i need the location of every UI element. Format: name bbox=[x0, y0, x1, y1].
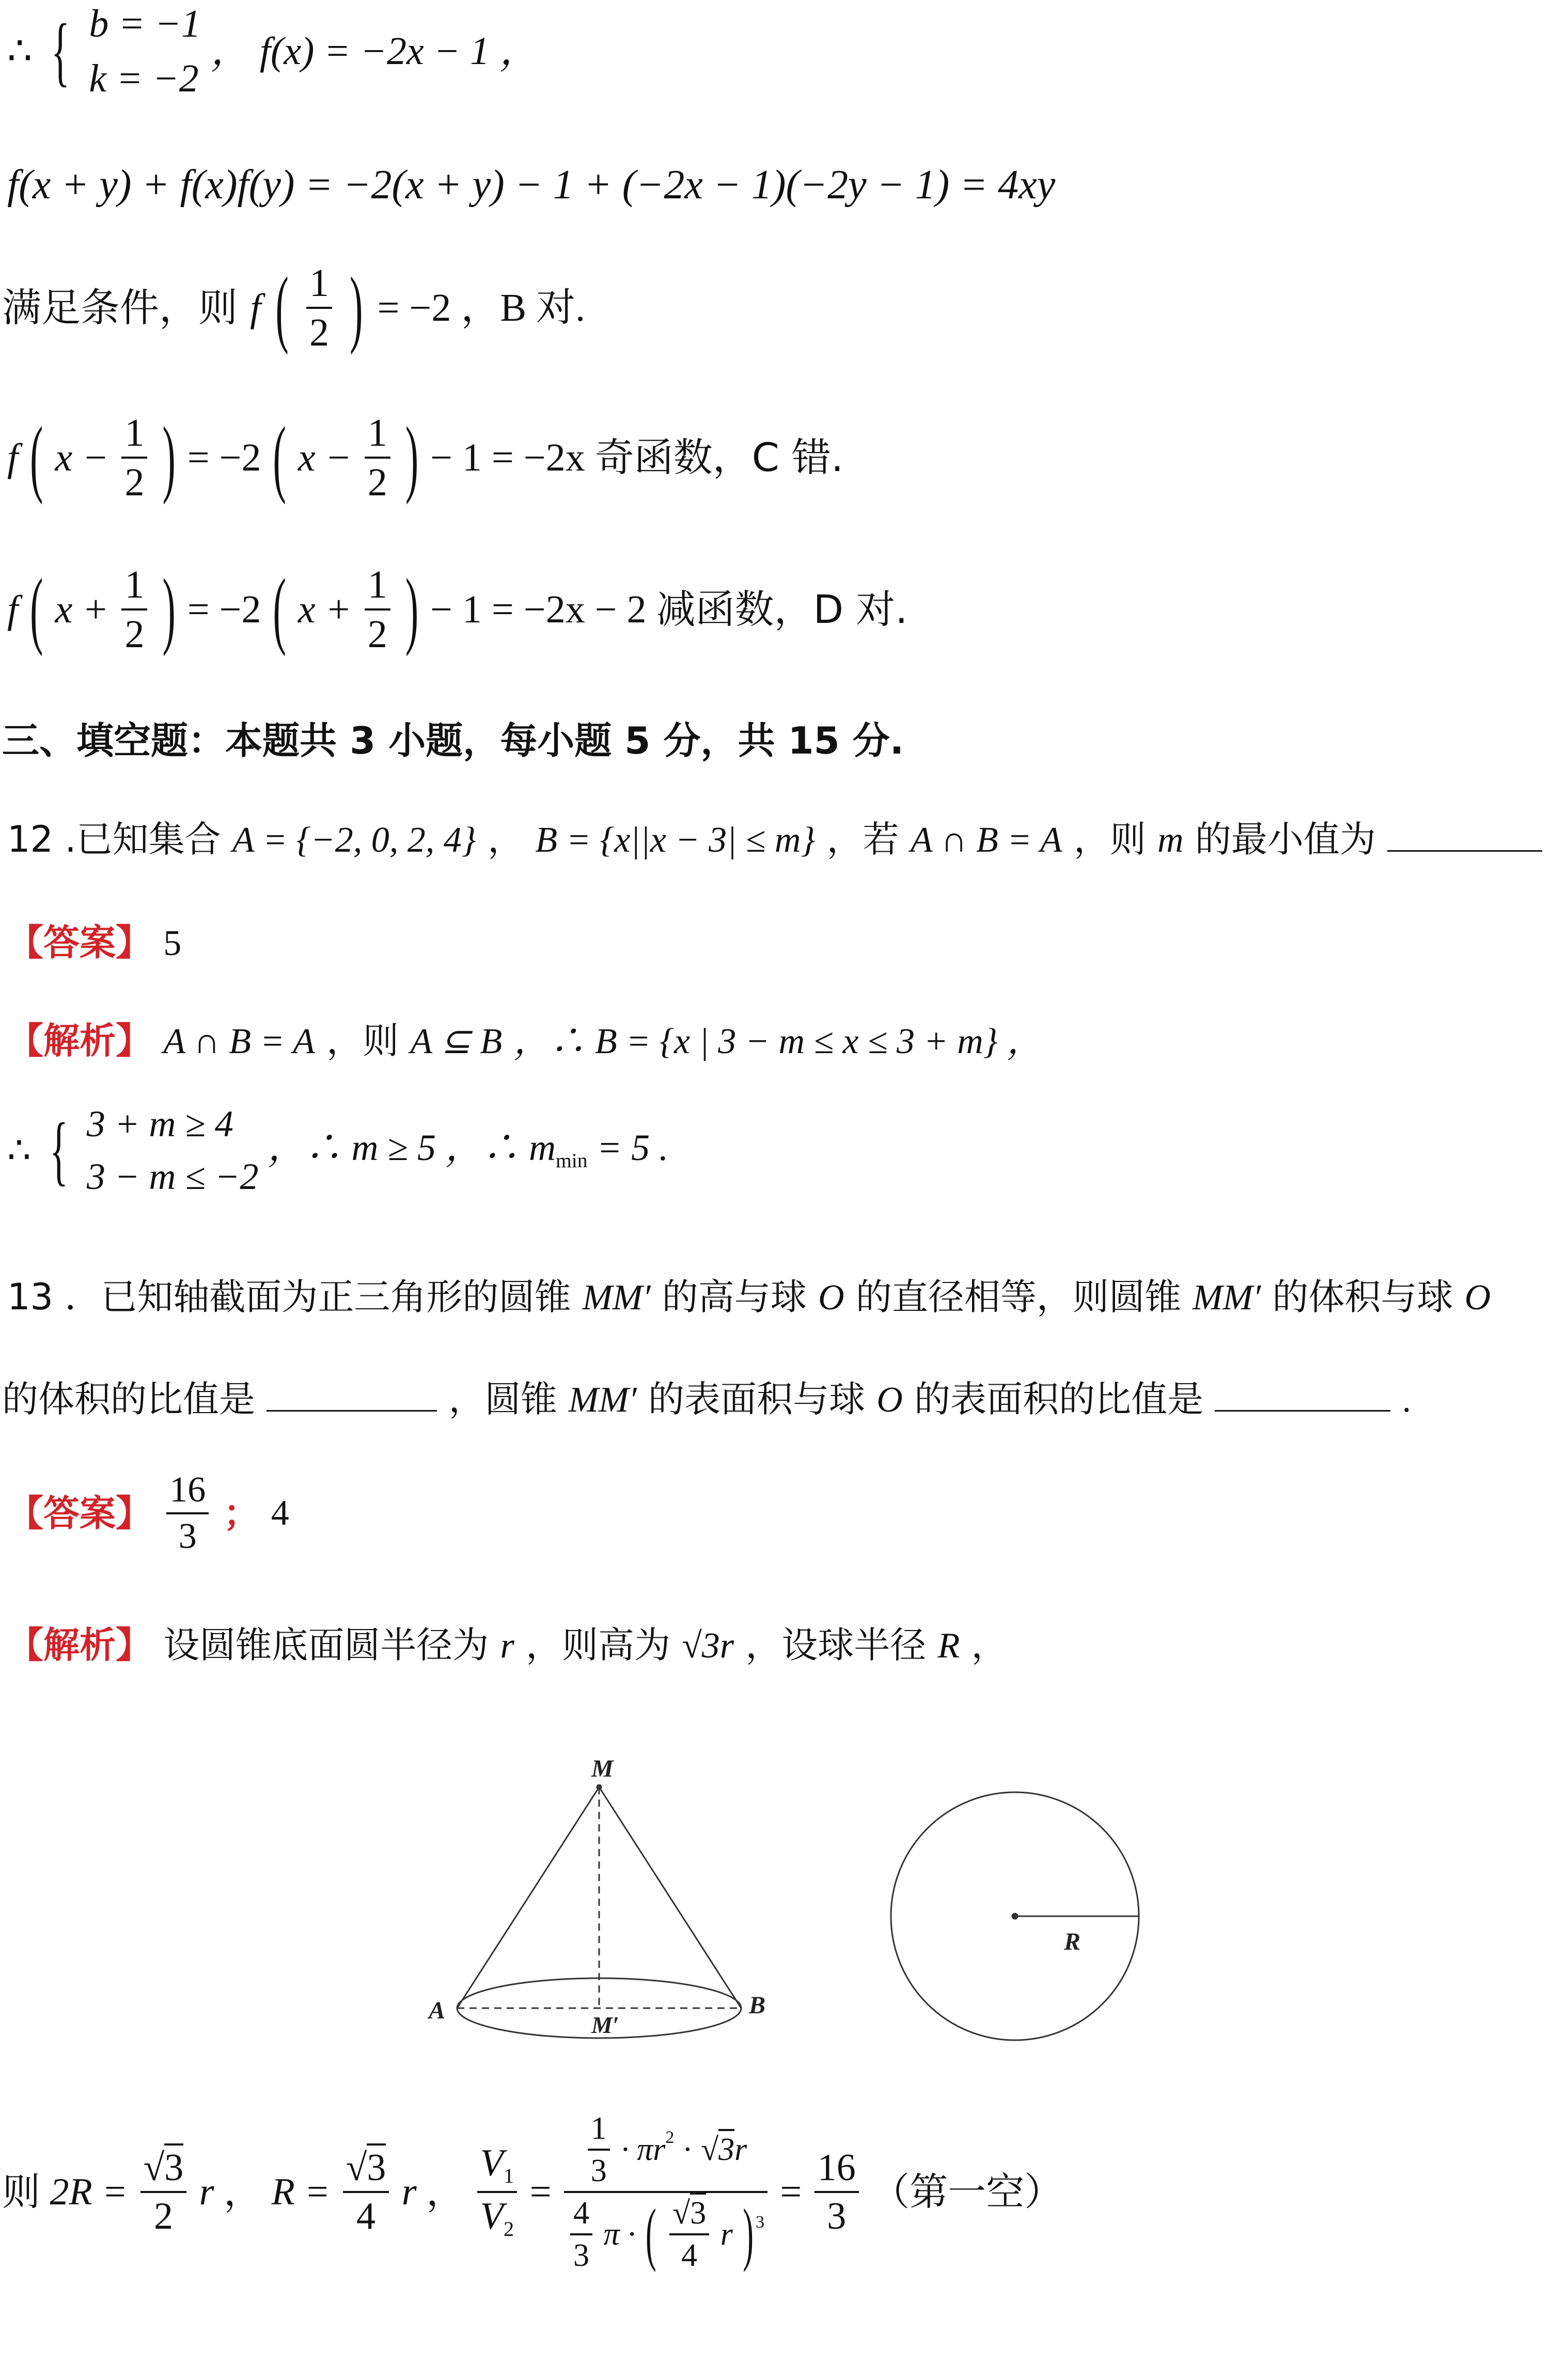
step5-inner2: x + bbox=[297, 588, 352, 631]
frac-v1-over-v2 bbox=[477, 2144, 518, 2240]
brace-eq-1: b = −1 bbox=[89, 2, 201, 45]
q12-answer: 5 bbox=[163, 923, 182, 963]
min-subscript: min bbox=[556, 1149, 588, 1172]
step4-f: f bbox=[7, 436, 19, 479]
final-sep2: ， bbox=[426, 2170, 465, 2214]
section-heading: 三、填空题：本题共 3 小题，每小题 5 分，共 15 分. bbox=[2, 719, 904, 762]
q13-text-1: 13 ．已知轴截面为正三角形的圆锥 bbox=[7, 1276, 571, 1318]
first-blank-note: （第一空） bbox=[871, 2170, 1063, 2214]
left-paren: ( bbox=[646, 2196, 656, 2273]
right-paren: ) bbox=[405, 561, 419, 657]
step5-tail: − 1 = −2x − 2 bbox=[430, 588, 647, 631]
cube-exponent: 3 bbox=[755, 2212, 765, 2232]
label-M: M bbox=[591, 1755, 614, 1782]
step3-line bbox=[2, 260, 586, 356]
frac-sqrt3-over-2 bbox=[140, 2149, 187, 2235]
sqrt-value: 3 bbox=[164, 2143, 183, 2189]
q12-set-a: A = {−2, 0, 2, 4} bbox=[232, 820, 476, 860]
fraction-den: 2 bbox=[124, 613, 145, 656]
q12-text-e: 的最小值为 bbox=[1195, 818, 1376, 860]
analysis-tag: 【解析】 bbox=[7, 1624, 152, 1666]
q12-analysis-d: ，∴ B = {x | 3 − m ≤ x ≤ 3 + m} ， bbox=[513, 1022, 1043, 1061]
fraction-num: 1 bbox=[121, 565, 147, 610]
q13-text-2c: 的表面积与球 bbox=[648, 1378, 865, 1420]
q13-analysis-d: ， bbox=[971, 1624, 1008, 1666]
step1-line bbox=[7, 4, 539, 98]
right-paren: ) bbox=[162, 410, 176, 506]
q12-var: m bbox=[1157, 820, 1184, 860]
q13-text-2e: . bbox=[1402, 1380, 1412, 1420]
step4-line bbox=[7, 410, 844, 506]
brace-symbol: { bbox=[49, 1107, 68, 1193]
q13-o1: O bbox=[818, 1278, 844, 1318]
q12-analysis-line bbox=[7, 1020, 1043, 1062]
fraction-den: 3 bbox=[590, 2153, 607, 2188]
final-r2: r bbox=[401, 2171, 417, 2213]
q13-analysis-b: ，则高为 bbox=[526, 1624, 671, 1666]
q13-text-2d: 的表面积的比值是 bbox=[914, 1378, 1204, 1420]
q13-line1 bbox=[7, 1276, 1491, 1318]
top-square: 2 bbox=[665, 2127, 675, 2147]
final-sep1: ， bbox=[224, 2170, 262, 2214]
result-fraction bbox=[814, 2149, 859, 2235]
fraction-num: 16 bbox=[814, 2149, 859, 2193]
q12-conclusion-tail: = 5 . bbox=[587, 1127, 669, 1169]
fraction-den: 2 bbox=[367, 461, 387, 504]
step1-result: ， f(x) = −2x − 1 ， bbox=[210, 29, 539, 73]
right-paren: ) bbox=[405, 410, 419, 506]
sqrt-sign: √ bbox=[682, 1626, 702, 1666]
q12-analysis-a: A ∩ B = A bbox=[163, 1022, 315, 1061]
fraction-den: 4 bbox=[356, 2195, 376, 2237]
fraction-num: 1 bbox=[365, 413, 390, 459]
fraction-num: √3 bbox=[669, 2197, 709, 2235]
q13-line2 bbox=[2, 1379, 1411, 1418]
sqrt-value: 3 bbox=[690, 2193, 706, 2231]
fraction-den bbox=[477, 2193, 518, 2240]
q13-text-1b: 的高与球 bbox=[662, 1276, 807, 1318]
fraction-den: 2 bbox=[309, 311, 329, 354]
q13-R: R bbox=[937, 1626, 960, 1666]
frac-sqrt3-over-4 bbox=[343, 2149, 389, 2235]
frac-four-thirds bbox=[570, 2197, 592, 2272]
top-sqrt3r: √3r bbox=[701, 2129, 747, 2167]
fraction-half bbox=[121, 413, 147, 502]
step4-mid: = −2 bbox=[187, 436, 261, 479]
step4-tail: − 1 = −2x bbox=[430, 436, 585, 479]
final-eq1: 2R = bbox=[50, 2171, 128, 2213]
fraction-half bbox=[306, 263, 332, 352]
fraction-den bbox=[564, 2193, 767, 2272]
equals-1: = bbox=[529, 2171, 552, 2213]
brace-equations bbox=[89, 4, 201, 98]
fraction-num: 1 bbox=[588, 2112, 610, 2151]
label-R: R bbox=[1064, 1928, 1081, 1955]
fraction-num: 16 bbox=[166, 1472, 209, 1514]
right-paren: ) bbox=[162, 561, 176, 657]
brace-symbol: { bbox=[51, 8, 70, 94]
fraction-half-2 bbox=[365, 413, 390, 502]
fraction-den: 3 bbox=[827, 2195, 847, 2237]
answer-fraction bbox=[166, 1472, 209, 1555]
q12-analysis-c: A ⊆ B bbox=[410, 1022, 503, 1061]
answer-tag: 【答案】 bbox=[7, 1492, 152, 1535]
q13-height bbox=[682, 1626, 734, 1666]
q13-o3: O bbox=[876, 1380, 903, 1420]
q13-answer-line bbox=[7, 1472, 289, 1555]
fraction-num: √3 bbox=[343, 2149, 389, 2193]
fraction-half bbox=[121, 565, 147, 654]
q12-conclusion-text: ，∴ m ≥ 5 ，∴ m bbox=[268, 1127, 556, 1169]
fraction-den: 2 bbox=[367, 613, 387, 656]
step4-inner: x − bbox=[55, 436, 109, 479]
sqrt-value: 3 bbox=[367, 2143, 386, 2189]
fraction-den: 3 bbox=[573, 2238, 589, 2273]
step4-text: 奇函数，C 错. bbox=[594, 434, 844, 480]
left-paren: ( bbox=[273, 561, 286, 657]
brace-eq-2: k = −2 bbox=[89, 57, 199, 100]
sqrt-value: 3 bbox=[718, 2129, 734, 2167]
sphere-center-dot bbox=[1012, 1914, 1017, 1919]
label-A: A bbox=[429, 1997, 446, 2024]
equals-2: = bbox=[780, 2171, 802, 2213]
brace-inequalities bbox=[87, 1105, 259, 1195]
label-M-prime: M′ bbox=[591, 2012, 619, 2038]
v1: V bbox=[480, 2142, 504, 2185]
step3-suffix: = −2 ，B 对. bbox=[377, 286, 586, 330]
q12-set-b: B = {x||x − 3| ≤ m} bbox=[535, 820, 816, 860]
cone-right-edge bbox=[599, 1787, 741, 2008]
final-eq2: R = bbox=[271, 2171, 331, 2213]
volume-ratio-fraction bbox=[564, 2112, 767, 2272]
step3-prefix: 满足条件，则 bbox=[2, 285, 238, 331]
step4-inner2: x − bbox=[297, 436, 352, 479]
q13-text-2a: 的体积的比值是 bbox=[2, 1378, 255, 1420]
final-r1: r bbox=[199, 2171, 214, 2213]
left-paren: ( bbox=[30, 561, 43, 657]
fraction-num: 1 bbox=[306, 263, 332, 309]
q12-text-a: 12 .已知集合 bbox=[7, 818, 221, 860]
top-mid: · πr bbox=[621, 2132, 666, 2167]
frac-one-third bbox=[588, 2112, 610, 2187]
q12-analysis-b: ，则 bbox=[326, 1020, 399, 1062]
right-paren: ) bbox=[350, 260, 363, 356]
fraction-num: √3 bbox=[140, 2149, 187, 2193]
brace-ineq-2: 3 − m ≤ −2 bbox=[86, 1156, 259, 1197]
q13-height-value: 3r bbox=[701, 1626, 734, 1666]
q13-o2: O bbox=[1464, 1278, 1491, 1318]
left-paren: ( bbox=[30, 410, 43, 506]
fraction-num bbox=[477, 2144, 518, 2193]
q13-r: r bbox=[500, 1626, 514, 1666]
fraction-den: 3 bbox=[178, 1516, 197, 1556]
v1-sub: 1 bbox=[503, 2164, 514, 2188]
cone-apex-dot bbox=[597, 1785, 601, 1789]
q12-answer-line bbox=[7, 921, 182, 964]
cone-diagram bbox=[457, 1785, 741, 2038]
fraction-half-2 bbox=[365, 565, 390, 654]
q12-question bbox=[7, 819, 1542, 858]
left-paren: ( bbox=[273, 410, 286, 506]
q12-brace-line bbox=[7, 1105, 668, 1195]
final-line bbox=[2, 2112, 1062, 2272]
final-prefix: 则 bbox=[2, 2170, 40, 2214]
fraction-den: 2 bbox=[124, 461, 145, 504]
step5-line bbox=[7, 561, 908, 657]
v2: V bbox=[480, 2195, 504, 2237]
answer-tag: 【答案】 bbox=[7, 921, 152, 964]
frac-sqrt3-over-4-inner bbox=[669, 2197, 709, 2272]
q12-text-d: ，则 bbox=[1073, 818, 1146, 860]
answer-blank-1[interactable] bbox=[267, 1379, 437, 1412]
fraction-den: 2 bbox=[153, 2195, 173, 2237]
cone-left-edge bbox=[457, 1787, 599, 2008]
q13-answer-2: 4 bbox=[271, 1493, 289, 1533]
step5-text: 减函数，D 对. bbox=[656, 586, 908, 632]
therefore-symbol: ∴ bbox=[7, 1130, 31, 1171]
q13-analysis-text: 设圆锥底面圆半径为 bbox=[163, 1624, 489, 1666]
q13-analysis-line bbox=[7, 1624, 1008, 1666]
answer-sep: ； bbox=[223, 1492, 260, 1535]
q13-text-1d: 的体积与球 bbox=[1272, 1276, 1453, 1318]
bot-mid: π · bbox=[603, 2217, 636, 2252]
fraction-num: 1 bbox=[365, 565, 390, 610]
q12-conclusion bbox=[268, 1127, 669, 1172]
step5-inner: x + bbox=[55, 588, 109, 631]
step2-line: f(x + y) + f(x)f(y) = −2(x + y) − 1 + (−2x − 1)(−2y − 1) = 4xy bbox=[7, 162, 1056, 208]
q12-text-b: ， bbox=[488, 818, 524, 860]
left-paren: ( bbox=[275, 260, 289, 356]
q13-mm1: MM′ bbox=[582, 1278, 651, 1318]
top-tail: · bbox=[682, 2132, 701, 2167]
q12-cond: A ∩ B = A bbox=[910, 820, 1062, 860]
q13-mm2: MM′ bbox=[1193, 1278, 1261, 1318]
q13-text-1c: 的直径相等，则圆锥 bbox=[855, 1276, 1181, 1318]
fraction-num: 4 bbox=[570, 2197, 592, 2235]
label-B: B bbox=[749, 1992, 766, 2019]
brace-ineq-1: 3 + m ≥ 4 bbox=[86, 1103, 233, 1145]
sphere-diagram bbox=[891, 1792, 1139, 2040]
step5-f: f bbox=[7, 588, 19, 631]
q13-mm3: MM′ bbox=[568, 1380, 637, 1420]
fraction-num bbox=[564, 2112, 767, 2193]
answer-blank[interactable] bbox=[1387, 819, 1542, 852]
q12-text-c: ，若 bbox=[826, 818, 899, 860]
fraction-num: 1 bbox=[121, 413, 147, 459]
therefore-symbol: ∴ bbox=[7, 29, 33, 73]
bot-r: r bbox=[720, 2217, 733, 2252]
q13-analysis-c: ，设球半径 bbox=[745, 1624, 927, 1666]
right-paren: ) bbox=[743, 2196, 754, 2273]
v2-sub: 2 bbox=[503, 2217, 514, 2241]
answer-blank-2[interactable] bbox=[1215, 1379, 1390, 1412]
q13-text-2b: ，圆锥 bbox=[448, 1378, 557, 1420]
fraction-den: 4 bbox=[681, 2238, 698, 2273]
step3-f: f bbox=[250, 286, 261, 330]
cone-sphere-figure bbox=[413, 1746, 1178, 2056]
step5-mid: = −2 bbox=[187, 588, 261, 631]
analysis-tag: 【解析】 bbox=[7, 1020, 152, 1062]
